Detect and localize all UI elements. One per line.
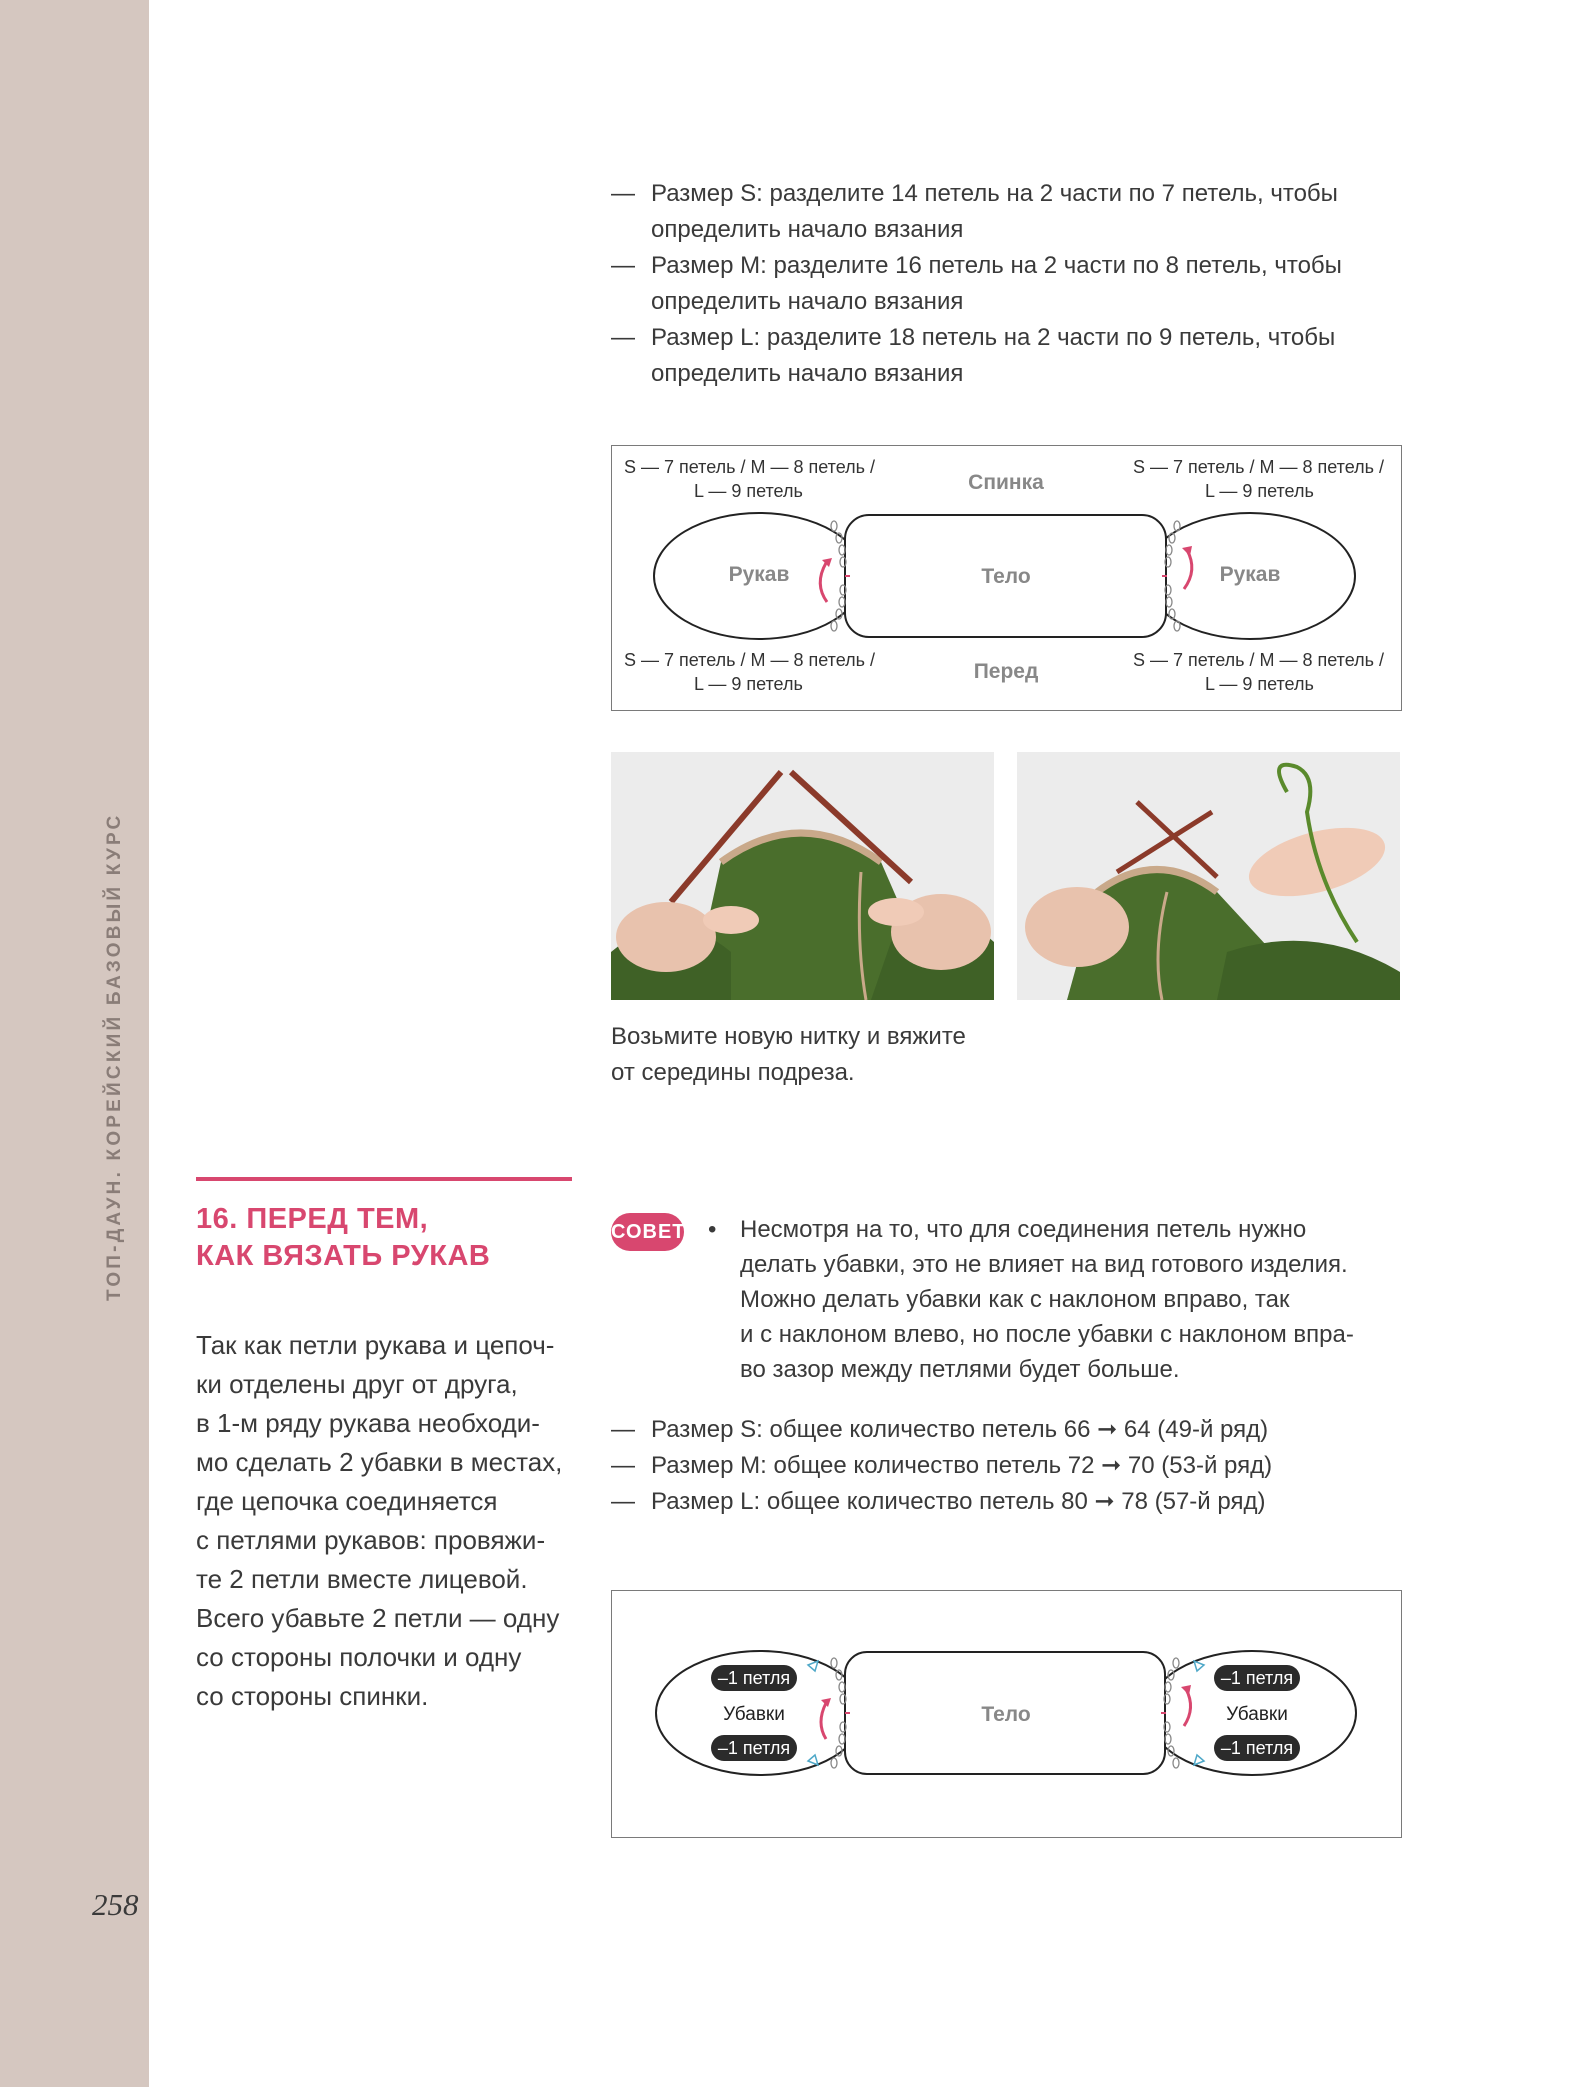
list-item-text: Размер M: разделите 16 петель на 2 части по 8 петель, чтобы <box>651 252 1342 279</box>
knitting-photo-left <box>611 752 994 1000</box>
bullet: • <box>708 1216 717 1243</box>
sleeve-label: Рукав <box>1219 563 1281 586</box>
body-line: мо сделать 2 убавки в местах, <box>196 1447 563 1477</box>
sidebar <box>0 0 149 2087</box>
decrease-pill-label: –1 петля <box>1220 1668 1294 1688</box>
stitch-count-label: L — 9 петель <box>694 481 803 501</box>
dash: — <box>611 180 635 207</box>
page-number: 258 <box>92 1887 139 1922</box>
running-head: ТОП-ДАУН. КОРЕЙСКИЙ БАЗОВЫЙ КУРС <box>104 812 125 1301</box>
diagram-svg <box>612 446 1401 710</box>
decrease-list <box>611 1412 1411 1520</box>
knitting-photo-right <box>1017 752 1400 1000</box>
dash: — <box>611 1416 635 1443</box>
list-item-text: Размер L: разделите 18 петель на 2 части по 9 петель, чтобы <box>651 324 1336 351</box>
decrease-pill-label: –1 петля <box>1220 1738 1294 1758</box>
list-item <box>611 1484 1411 1520</box>
advice-text <box>740 1212 1420 1387</box>
dash: — <box>611 1488 635 1515</box>
photo-svg <box>1017 752 1400 1000</box>
back-label: Спинка <box>968 471 1044 494</box>
stitch-count-label: L — 9 петель <box>1205 481 1314 501</box>
stitch-count-label: S — 7 петель / M — 8 петель / <box>1133 457 1385 477</box>
stitch-count-label: L — 9 петель <box>694 674 803 694</box>
stitch-division-diagram <box>611 445 1402 711</box>
body-line: со стороны полочки и одну <box>196 1642 522 1672</box>
advice-line: во зазор между петлями будет больше. <box>740 1356 1180 1383</box>
stitch-count-label: L — 9 петель <box>1205 674 1314 694</box>
body-line: в 1-м ряду рукава необходи- <box>196 1408 540 1438</box>
body-line: Всего убавьте 2 петли — одну <box>196 1603 560 1633</box>
stitch-count-label: S — 7 петель / M — 8 петель / <box>1133 650 1385 670</box>
list-item <box>611 320 1411 392</box>
advice-line: и с наклоном влево, но после убавки с наклоном впра- <box>740 1321 1354 1348</box>
decrease-pill-label: –1 петля <box>717 1738 791 1758</box>
section-heading <box>196 1201 596 1275</box>
decrease-pill-label: –1 петля <box>717 1668 791 1688</box>
section-body <box>196 1326 586 1716</box>
dash: — <box>611 252 635 279</box>
stitch-count-label: S — 7 петель / M — 8 петель / <box>624 457 876 477</box>
photo-svg <box>611 752 994 1000</box>
stitch-count-label: S — 7 петель / M — 8 петель / <box>624 650 876 670</box>
advice-badge: СОВЕТ <box>611 1213 684 1251</box>
body-line: те 2 петли вместе лицевой. <box>196 1564 528 1594</box>
body-line: ки отделены друг от друга, <box>196 1369 518 1399</box>
size-instructions-list <box>611 176 1411 392</box>
list-item-text: Размер S: разделите 14 петель на 2 части по 7 петель, чтобы <box>651 180 1338 207</box>
list-item-text: определить начало вязания <box>651 360 964 387</box>
body-line: со стороны спинки. <box>196 1681 429 1711</box>
list-item <box>611 1412 1411 1448</box>
caption-line: от середины подреза. <box>611 1059 855 1086</box>
list-item-text: определить начало вязания <box>651 288 964 315</box>
body-label: Тело <box>981 565 1031 588</box>
body-line: с петлями рукавов: провяжи- <box>196 1525 546 1555</box>
list-item-text: Размер L: общее количество петель 80 ➞ 78 (57-й ряд) <box>651 1488 1266 1515</box>
decreases-label: Убавки <box>723 1704 785 1725</box>
decrease-diagram <box>611 1590 1402 1838</box>
dash: — <box>611 1452 635 1479</box>
list-item-text: определить начало вязания <box>651 216 964 243</box>
body-line: Так как петли рукава и цепоч- <box>196 1330 555 1360</box>
list-item-text: Размер M: общее количество петель 72 ➞ 70 (53-й ряд) <box>651 1452 1273 1479</box>
list-item <box>611 176 1411 248</box>
advice-line: делать убавки, это не влияет на вид готового изделия. <box>740 1251 1348 1278</box>
list-item-text: Размер S: общее количество петель 66 ➞ 64 (49-й ряд) <box>651 1416 1269 1443</box>
photo-caption <box>611 1019 1031 1091</box>
body-line: где цепочка соединяется <box>196 1486 498 1516</box>
advice-line: Можно делать убавки как с наклоном вправо, так <box>740 1286 1290 1313</box>
decreases-label: Убавки <box>1226 1704 1288 1725</box>
dash: — <box>611 324 635 351</box>
caption-line: Возьмите новую нитку и вяжите <box>611 1023 966 1050</box>
heading-line: 16. ПЕРЕД ТЕМ, <box>196 1203 429 1235</box>
front-label: Перед <box>973 660 1039 683</box>
advice-line: Несмотря на то, что для соединения петель нужно <box>740 1216 1307 1243</box>
diagram-svg <box>612 1591 1401 1837</box>
heading-line: КАК ВЯЗАТЬ РУКАВ <box>196 1240 491 1272</box>
body-label: Тело <box>981 1703 1031 1726</box>
list-item <box>611 1448 1411 1484</box>
section-divider <box>196 1177 572 1181</box>
list-item <box>611 248 1411 320</box>
sleeve-label: Рукав <box>728 563 790 586</box>
